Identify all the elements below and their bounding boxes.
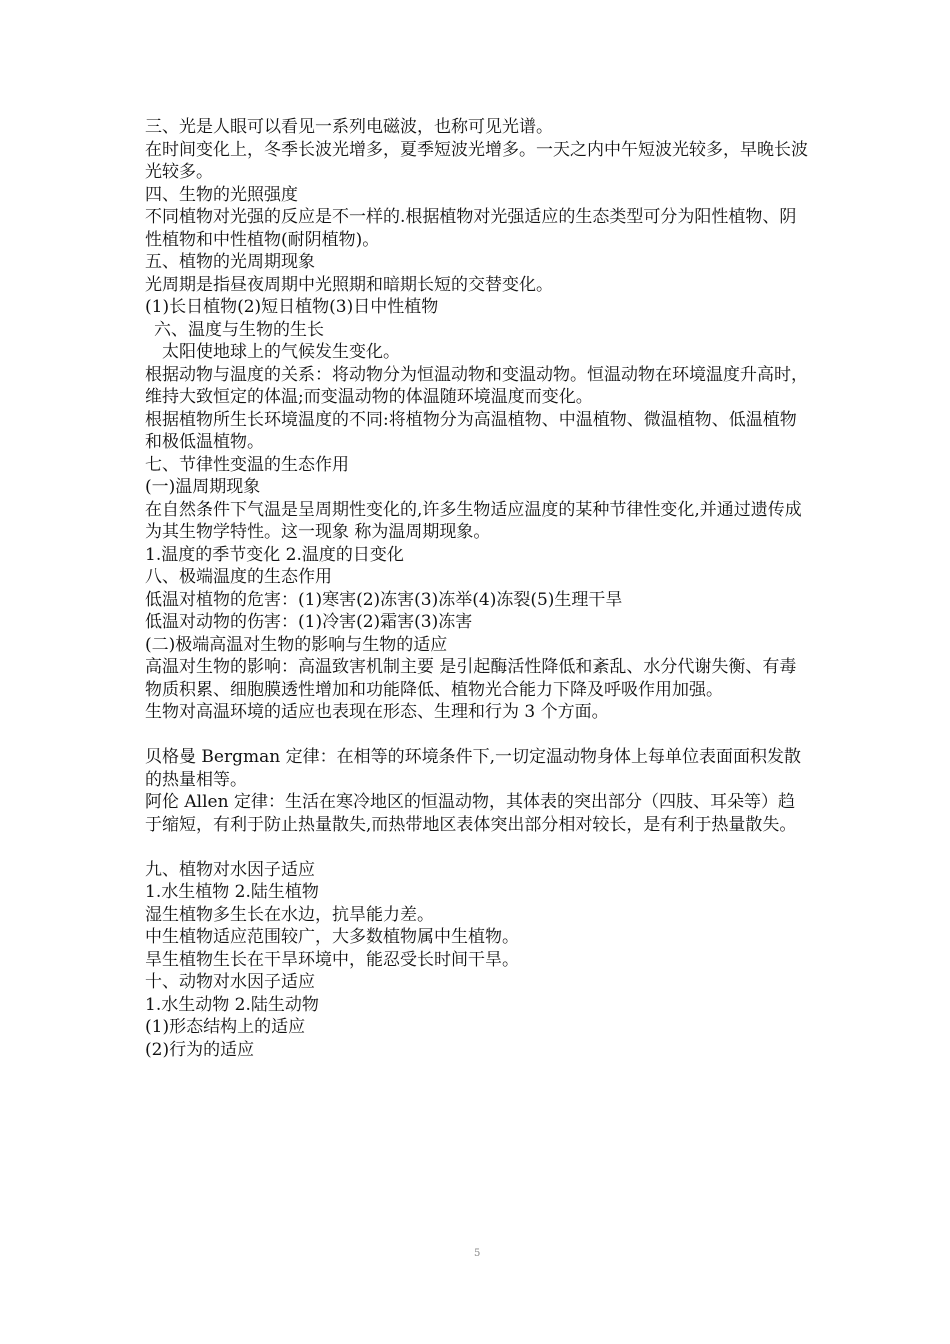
paragraph-heat-adaptation: 生物对高温环境的适应也表现在形态、生理和行为 3 个方面。 [145, 702, 609, 722]
subheading-extreme-heat: (二)极端高温对生物的影响与生物的适应 [145, 634, 448, 655]
paragraph-bergman-law: 贝格曼 Bergman 定律：在相等的环境条件下,一切定温动物身体上每单位表面面积发散的热量相等。 [145, 747, 801, 790]
list-item-behavioral-adaptation: (2)行为的适应 [145, 1039, 255, 1060]
blank-line [145, 836, 810, 859]
heading-plant-water: 九、植物对水因子适应 [145, 859, 315, 880]
paragraph-sun-climate: 太阳使地球上的气候发生变化。 [162, 342, 400, 362]
heading-photoperiod: 五、植物的光周期现象 [145, 252, 315, 272]
list-temperature-changes: 1.温度的季节变化 2.温度的日变化 [145, 544, 404, 565]
blank-line [145, 724, 810, 747]
list-plant-types: 1.水生植物 2.陆生植物 [145, 882, 319, 902]
paragraph-thermoperiod: 在自然条件下气温是呈周期性变化的,许多生物适应温度的某种节律性变化,并通过遗传成为其生物学特性。这一现象 称为温周期现象。 [145, 499, 802, 542]
paragraph-heat-effects: 高温对生物的影响：高温致害机制主要 是引起酶活性降低和紊乱、水分代谢失衡、有毒物质积累、细胞膜透性增加和功能降低、植物光合能力下降及呼吸作用加强。 [145, 657, 797, 700]
subheading-thermoperiod: (一)温周期现象 [145, 477, 261, 497]
list-animal-types: 1.水生动物 2.陆生动物 [145, 994, 319, 1015]
paragraph-cold-animals: 低温对动物的伤害：(1)冷害(2)霜害(3)冻害 [145, 612, 473, 632]
list-item-morphological-adaptation: (1)形态结构上的适应 [145, 1017, 306, 1037]
list-photoperiod-plants: (1)长日植物(2)短日植物(3)日中性植物 [145, 297, 439, 317]
heading-light-intensity: 四、生物的光照强度 [145, 184, 298, 205]
heading-animal-water: 十、动物对水因子适应 [145, 972, 315, 992]
document-body [145, 116, 810, 1061]
heading-extreme-temperature: 八、极端温度的生态作用 [145, 567, 332, 587]
heading-rhythmic-temperature: 七、节律性变温的生态作用 [145, 454, 349, 475]
paragraph-hygrophyte: 湿生植物多生长在水边，抗旱能力差。 [145, 904, 434, 925]
heading-temperature-growth: 六、温度与生物的生长 [154, 319, 324, 340]
paragraph-cold-plants: 低温对植物的危害：(1)寒害(2)冻害(3)冻举(4)冻裂(5)生理干旱 [145, 589, 623, 610]
paragraph-light-time-change: 在时间变化上，冬季长波光增多，夏季短波光增多。一天之内中午短波光较多，早晚长波光较多。 [145, 139, 808, 182]
paragraph-light-intensity: 不同植物对光强的反应是不一样的.根据植物对光强适应的生态类型可分为阳性植物、阴性植物和中性植物(耐阴植物)。 [145, 207, 797, 250]
paragraph-plant-temperature: 根据植物所生长环境温度的不同:将植物分为高温植物、中温植物、微温植物、低温植物和极低温植物。 [145, 409, 797, 452]
page-number: 5 [474, 1248, 481, 1259]
heading-light-spectrum: 三、光是人眼可以看见一系列电磁波，也称可见光谱。 [145, 117, 553, 137]
paragraph-mesophyte: 中生植物适应范围较广，大多数植物属中生植物。 [145, 927, 519, 947]
paragraph-photoperiod: 光周期是指昼夜周期中光照期和暗期长短的交替变化。 [145, 274, 553, 295]
paragraph-xerophyte: 旱生植物生长在干旱环境中，能忍受长时间干旱。 [145, 949, 519, 970]
paragraph-allen-law: 阿伦 Allen 定律：生活在寒冷地区的恒温动物，其体表的突出部分（四肢、耳朵等）趋于缩短，有利于防止热量散失,而热带地区表体突出部分相对较长，是有利于热量散失。 [145, 792, 797, 835]
paragraph-animal-temperature: 根据动物与温度的关系：将动物分为恒温动物和变温动物。恒温动物在环境温度升高时，维持大致恒定的体温;而变温动物的体温随环境温度而变化。 [145, 364, 808, 407]
